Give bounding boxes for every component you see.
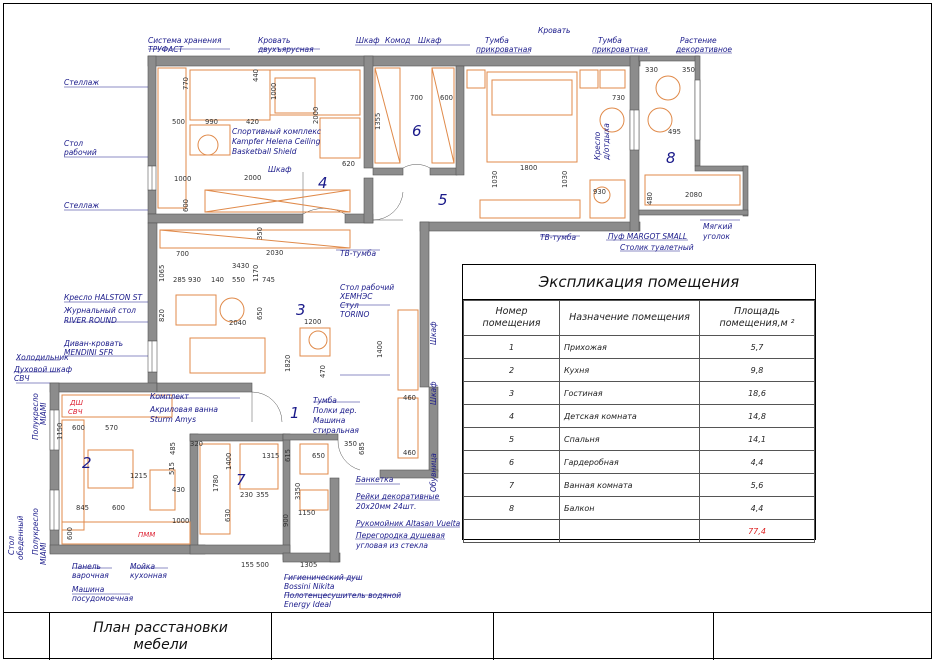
dimension: 1030 [491,170,499,188]
explication-table [462,264,816,540]
room-number-4: 4 [318,174,328,192]
label-decor-slats: Рейки декоративные [356,492,440,501]
table-row [464,497,815,520]
dimension: 600 [112,504,125,512]
label-shelving-1: Стеллаж [64,78,100,87]
label-wardrobe-room4: Шкаф [268,165,292,174]
label-half-armchair-2: Полукресло [31,508,40,555]
label-bunk-bed-2: двухъярусная [258,45,314,54]
dimension: 700 [176,250,189,258]
dimension: 620 [342,160,355,168]
table-row [464,474,815,497]
dimension: 430 [172,486,185,494]
dimension: 495 [668,128,681,136]
room-number-1: 1 [290,404,300,422]
dimension: 1355 [374,112,382,130]
label-chair-2: TORINO [340,310,370,319]
label-chair: Стул [340,301,359,310]
label-half-armchair-1: Полукресло [31,393,40,440]
dimension: 330 [645,66,658,74]
dimension: 355 [256,491,269,499]
dimension: 1000 [174,175,192,183]
label-bench: Банкетка [356,475,394,484]
label-stand-room1: Тумба [313,396,337,405]
label-oven-tag: ДШ [70,399,83,407]
dimension: 1170 [252,264,260,282]
dimension: 3350 [294,482,302,500]
table-row [464,405,815,428]
explication-header-row [464,301,815,336]
dimension: 230 [240,491,253,499]
dimension: 1305 [300,561,318,569]
dimension: 570 [105,424,118,432]
room-number-8: 8 [666,149,676,167]
room-name-cell: Прихожая [560,336,700,359]
dimension: 550 [232,276,245,284]
explication-title: Экспликация помещения [463,265,815,300]
dimension: 1215 [130,472,148,480]
dimension: 770 [182,77,190,90]
empty-cell [560,520,700,543]
label-dining-table: Стол [7,536,16,555]
label-fridge: Холодильник [16,353,69,362]
dimension: 2000 [312,106,320,124]
dimension: 600 [72,424,85,432]
label-armchair-halston: Кресло HALSTON ST [64,293,143,302]
label-desk-2: рабочий [64,148,97,157]
dimension: 1000 [270,82,278,100]
dimension: 650 [256,307,264,320]
label-vanity-table: Столик туалетный [620,243,694,252]
explication-grid [463,300,815,543]
title-block [3,612,932,659]
drawing-title-line2: мебели [133,637,188,653]
total-row [464,520,815,543]
dimension: 685 [358,442,366,455]
dimension: 480 [646,192,654,205]
label-wardrobe-top2: Шкаф [418,36,442,45]
label-sport-complex-3: Basketball Shield [232,147,297,156]
label-dishwasher: Машина [72,585,105,594]
dimension: 845 [76,504,89,512]
room-name-cell: Детская комната [560,405,700,428]
dimension: 615 [284,449,292,462]
dimension: 500 [172,118,185,126]
dimension: 930 [593,188,606,196]
dimension: 485 [169,442,177,455]
room-area-cell: 4,4 [700,451,815,474]
table-row [464,428,815,451]
label-towel-warmer: Полотенцесушитель водяной [284,591,402,600]
label-nightstand-1b: прикроватная [476,45,532,54]
label-towel-warmer-2: Energy Ideal [284,600,332,609]
dimension: 420 [246,118,259,126]
empty-cell [464,520,560,543]
room-name-cell: Ванная комната [560,474,700,497]
room-name-cell: Балкон [560,497,700,520]
label-sink-2: кухонная [130,571,167,580]
label-work-desk: Стол рабочий [340,283,395,292]
dimension: 630 [224,509,232,522]
dimension: 1065 [158,264,166,282]
label-dishwasher-tag: ПММ [138,531,156,539]
room-number-cell: 4 [464,405,560,428]
label-hob: Панель [72,562,101,571]
label-sport-complex: Спортивный комплекс [232,127,321,136]
table-row [464,336,815,359]
label-coffee-table-2: RIVER ROUND [64,316,117,325]
dimension: 350 [682,66,695,74]
label-decor-slats-2: 20х20мм 24шт. [356,502,417,511]
room-area-cell: 18,6 [700,382,815,405]
label-pouf: Пуф MARGOT SMALL [608,232,688,241]
room-number-2: 2 [82,454,92,472]
dimension: 650 [312,452,325,460]
label-storage-system-name: ТРУФАСТ [148,45,184,54]
dimension: 600 [440,94,453,102]
dimension: 1150 [298,509,316,517]
room-number-cell: 7 [464,474,560,497]
label-sport-complex-2: Kampfer Helena Ceiling [232,137,321,146]
room-name-cell: Гардеробная [560,451,700,474]
header-room-area: Площадь помещения,м ² [700,301,815,336]
dimension: 1150 [56,422,64,440]
room-area-cell: 9,8 [700,359,815,382]
dimension: 1800 [520,164,538,172]
dimension: 900 [282,514,290,527]
label-armchair-rest: Кресло [593,131,602,160]
header-room-number: Номер помещения [464,301,560,336]
label-shower-partition-2: угловая из стекла [356,541,428,550]
room-number-6: 6 [412,122,422,140]
label-dishwasher-2: посудомоечная [72,594,134,603]
table-row [464,451,815,474]
dimension: 460 [403,394,416,402]
label-plant: Растение [680,36,717,45]
label-dining-table-2: обеденный [16,515,25,560]
room-number-cell: 6 [464,451,560,474]
room-number-5: 5 [438,191,448,209]
dimension: 500 [256,561,269,569]
label-coffee-table: Журнальный стол [64,306,136,315]
label-half-armchair-2b: MIAMI [39,542,48,565]
dimension: 2000 [244,174,262,182]
label-wooden-shelves: Полки дер. [313,406,357,415]
label-wardrobe-right-1: Шкаф [429,321,438,345]
label-tv-stand-2: ТВ-тумба [540,233,577,242]
dimension: 460 [403,449,416,457]
dimension: 600 [182,199,190,212]
dimension: 1820 [284,354,292,372]
label-bathtub: Акриловая ванна [150,405,219,414]
label-shower-partition: Перегородка душевая [356,531,445,540]
room-area-cell: 14,8 [700,405,815,428]
dimension: 990 [205,118,218,126]
room-name-cell: Спальня [560,428,700,451]
label-hygienic-shower: Гигиенический душ [284,573,363,582]
label-hob-2: варочная [72,571,109,580]
label-shoe-rack: Обувница [429,453,438,492]
label-wardrobe-right-2: Шкаф [429,381,438,405]
dimension: 285 [173,276,186,284]
label-bed: Кровать [538,26,571,35]
room-area-cell: 14,1 [700,428,815,451]
dimension: 600 [66,527,74,540]
room-number-cell: 8 [464,497,560,520]
label-sink: Мойка [130,562,156,571]
total-area-cell: 77,4 [700,520,815,543]
title-block-cell [493,613,713,660]
dimension: 320 [190,440,203,448]
label-washer: Машина [313,416,346,425]
room-number-3: 3 [296,301,306,319]
dimension: 1400 [376,340,384,358]
label-nightstand-1: Тумба [485,36,509,45]
dimension: 515 [168,462,176,475]
dimension: 1400 [225,452,233,470]
dimension: 820 [158,309,166,322]
dimension: 700 [410,94,423,102]
dimension: 1780 [212,474,220,492]
dimension: 350 [344,440,357,448]
drawing-title-line1: План расстановки [93,620,228,636]
label-work-desk-2: ХЕМНЭС [340,292,373,301]
label-half-armchair-1b: MIAMI [39,402,48,425]
label-plant-2: декоративное [676,45,733,54]
dimension: 745 [262,276,275,284]
label-dresser: Комод [385,36,411,45]
header-room-purpose: Назначение помещения [560,301,700,336]
dimension: 140 [211,276,224,284]
label-soft-corner: Мягкий [703,222,733,231]
label-tv-stand-1: ТВ-тумба [340,249,377,258]
dimension: 155 [241,561,254,569]
label-washbasin: Рукомойник Altasan Vuelta [356,519,461,528]
room-number-cell: 1 [464,336,560,359]
label-hygienic-shower-2: Bossini Nikita [284,582,335,591]
room-number-cell: 2 [464,359,560,382]
dimension: 3430 [232,262,250,270]
label-set: Комплект [150,392,189,401]
room-number-cell: 5 [464,428,560,451]
drawing-title [50,613,271,654]
room-number-cell: 3 [464,382,560,405]
label-washer-2: стиральная [313,426,359,435]
dimension: 440 [252,69,260,82]
label-sofa-bed-2: MENDINI SFR [64,348,114,357]
dimension: 1000 [172,517,190,525]
label-armchair-rest-2: д/отдыха [602,123,611,160]
label-nightstand-2b: прикроватная [592,45,648,54]
dimension: 730 [612,94,625,102]
room-name-cell: Кухня [560,359,700,382]
title-block-cell [713,613,932,660]
label-soft-corner-2: уголок [703,232,730,241]
label-storage-system: Система хранения [148,36,222,45]
dimension: 470 [319,365,327,378]
label-microwave-tag: СВЧ [68,408,83,416]
label-microwave: СВЧ [14,374,30,383]
table-row [464,359,815,382]
dimension: 350 [256,227,264,240]
label-sofa-bed: Диван-кровать [64,339,124,348]
room-area-cell: 4,4 [700,497,815,520]
dimension: 2030 [266,249,284,257]
room-area-cell: 5,6 [700,474,815,497]
dimension: 1200 [304,318,322,326]
title-cell [49,613,271,660]
label-oven: Духовой шкаф [14,365,72,374]
label-wardrobe-top1: Шкаф [356,36,380,45]
room-name-cell: Гостиная [560,382,700,405]
dimension: 930 [188,276,201,284]
dimension: 1315 [262,452,280,460]
title-block-cell [271,613,493,660]
dimension: 1030 [561,170,569,188]
room-number-7: 7 [236,471,246,489]
room-area-cell: 5,7 [700,336,815,359]
label-desk: Стол [64,139,83,148]
dimension: 2040 [229,319,247,327]
label-bathtub-2: Sturm Amys [150,415,197,424]
table-row [464,382,815,405]
label-nightstand-2: Тумба [598,36,622,45]
label-bunk-bed: Кровать [258,36,291,45]
label-shelving-2: Стеллаж [64,201,100,210]
dimension: 2080 [685,191,703,199]
